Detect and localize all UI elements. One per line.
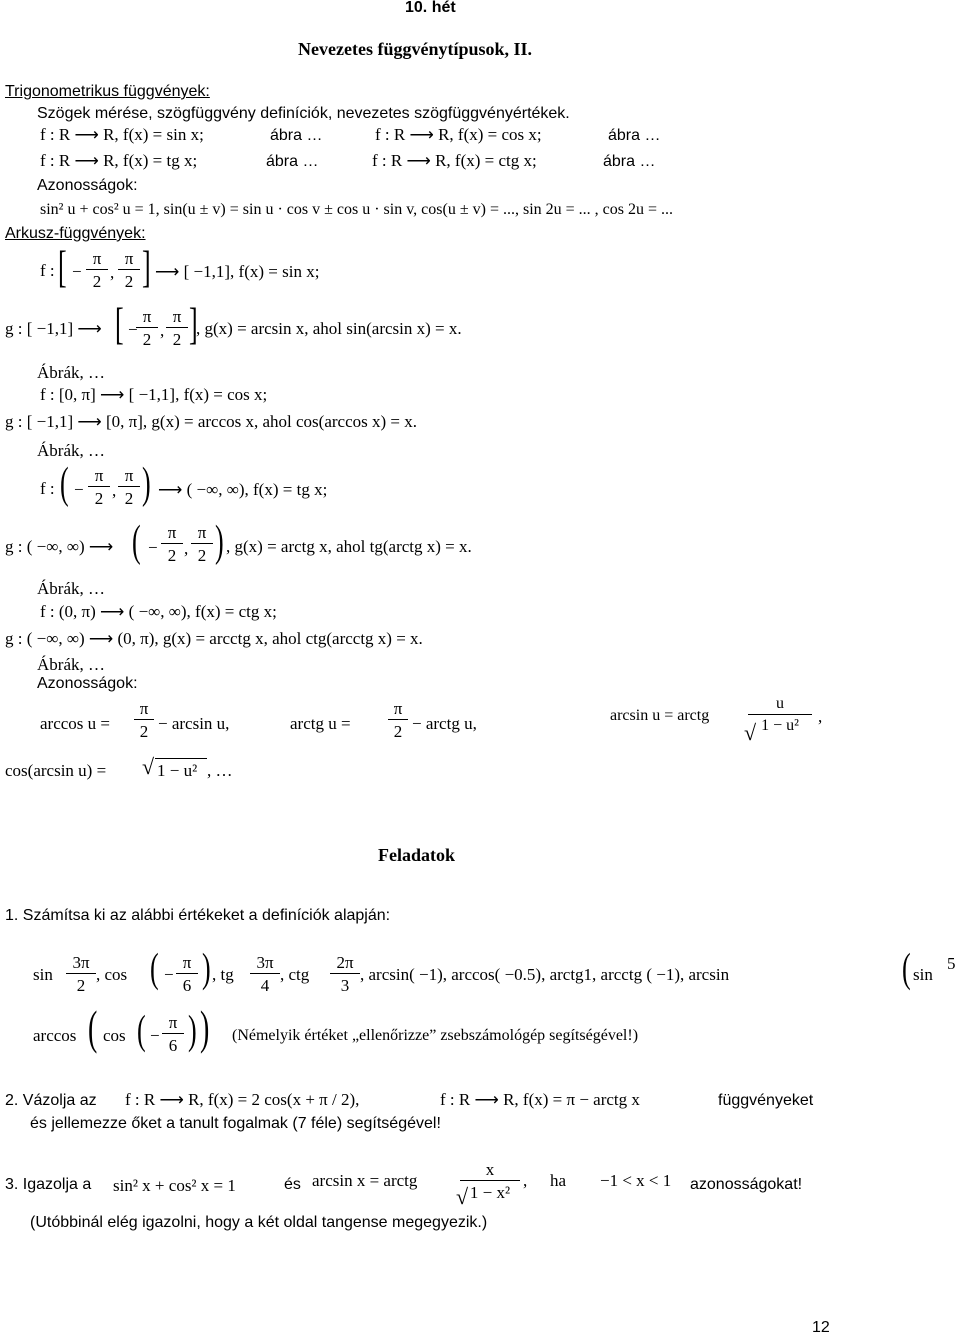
tg-abra: ábra … <box>266 153 319 170</box>
t1-rest: , arcsin( −1), arccos( −0.5), arctg1, arcctg ( −1), arcsin <box>360 965 730 984</box>
t1-ctg: , ctg <box>280 965 310 984</box>
arcsin-f-suffix: ⟶ [ −1,1], f(x) = sin x; <box>155 262 320 281</box>
right-bracket: ] <box>189 299 198 349</box>
sqrt-icon: √ <box>744 720 757 745</box>
right-paren: ) <box>188 1006 197 1054</box>
task3-es: és <box>284 1176 301 1193</box>
fraction-3pi-over-2: $\frac{3\pi}{2}$ <box>66 954 96 994</box>
arccos-g: g : [ −1,1] ⟶ [0, π], g(x) = arccos x, ahol cos(arccos x) = x. <box>5 412 417 431</box>
fraction-pi-over-6: $\frac{\pi}{6}$ <box>162 1014 184 1054</box>
t1-tg: , tg <box>212 965 234 984</box>
page-number: 12 <box>812 1319 830 1336</box>
task2-label: 2. Vázolja az <box>5 1092 97 1109</box>
fraction-pi-over-2: $\frac{\pi}{2}$ <box>388 700 408 740</box>
identity-arcctg-right: − arctg u, <box>412 714 477 733</box>
fraction-x-over-root: $\frac{x}{\text{1 − x²}}$ <box>460 1161 520 1201</box>
fraction-u-over-root: $\frac{u}{\text{1 − u²}}$ <box>748 696 812 734</box>
task1-label: 1. Számítsa ki az alábbi értékeket a definíciók alapján: <box>5 907 391 924</box>
left-paren: ( <box>88 1002 98 1056</box>
arccos-f: f : [0, π] ⟶ [ −1,1], f(x) = cos x; <box>40 385 268 404</box>
left-paren: ( <box>902 944 911 992</box>
minus-sign: − <box>164 965 174 984</box>
minus-sign: − <box>72 262 82 281</box>
arkusz-identities-label: Azonosságok: <box>37 675 138 692</box>
arcctg-f: f : (0, π) ⟶ ( −∞, ∞), f(x) = ctg x; <box>40 602 277 621</box>
left-paren: ( <box>137 1006 146 1054</box>
abrak-label: Ábrák, … <box>37 655 105 674</box>
trig-heading: Trigonometrikus függvények: <box>5 83 210 100</box>
sqrt-icon: √ <box>142 754 155 779</box>
identity-arcsin-arctg-left: arcsin u = arctg <box>610 707 710 724</box>
identity-cos-arcsin-radicand: 1 − u² <box>157 761 198 780</box>
right-paren: ) <box>200 1002 210 1056</box>
left-paren: ( <box>60 458 69 508</box>
t1-cos-inner: cos <box>103 1026 126 1045</box>
comma: , <box>110 263 115 282</box>
left-bracket: [ <box>58 242 67 292</box>
t1-five-clipped: 5 <box>947 954 956 973</box>
page-title: Nevezetes függvénytípusok, II. <box>298 39 532 59</box>
tg-def: f : R ⟶ R, f(x) = tg x; <box>40 151 198 170</box>
left-bracket: [ <box>115 299 124 349</box>
week-label: 10. hét <box>405 0 456 16</box>
trig-identities-line: sin² u + cos² u = 1, sin(u ± v) = sin u · cos v ± cos u · sin v, cos(u ± v) = ..., sin 2u = ... , cos 2u = ... <box>40 201 674 218</box>
minus-sign: − <box>74 480 84 499</box>
right-paren: ) <box>142 458 151 508</box>
fraction-2pi-over-3: $\frac{2\pi}{3}$ <box>330 954 360 994</box>
sqrt-icon: √ <box>456 1184 469 1209</box>
fraction-pi-over-2: $\frac{\pi}{2}$ <box>88 467 110 507</box>
arctg-f-suffix: ⟶ ( −∞, ∞), f(x) = tg x; <box>158 480 328 499</box>
sin-abra: ábra … <box>270 127 323 144</box>
t1-arccos: arccos <box>33 1026 77 1045</box>
arctg-g-suffix: , g(x) = arctg x, ahol tg(arctg x) = x. <box>226 537 472 556</box>
task3-identity-1: sin² x + cos² x = 1 <box>113 1176 236 1195</box>
arcsin-g-prefix: g : [ −1,1] ⟶ <box>5 319 102 338</box>
ctg-abra: ábra … <box>603 153 656 170</box>
arcsin-g-suffix: , g(x) = arcsin x, ahol sin(arcsin x) = x. <box>196 319 462 338</box>
ctg-def: f : R ⟶ R, f(x) = ctg x; <box>372 151 537 170</box>
fraction-pi-over-2: $\frac{\pi}{2}$ <box>136 308 158 348</box>
abrak-label: Ábrák, … <box>37 363 105 382</box>
task2-function-1: f : R ⟶ R, f(x) = 2 cos(x + π / 2), <box>125 1090 360 1109</box>
identity-cos-arcsin-left: cos(arcsin u) = <box>5 761 107 780</box>
fraction-pi-over-2: $\frac{\pi}{2}$ <box>134 700 154 740</box>
left-paren: ( <box>150 944 159 992</box>
identity-arcctg-left: arctg u = <box>290 714 351 733</box>
task3-identity-2-left: arcsin x = arctg <box>312 1171 418 1190</box>
fraction-pi-over-2: $\frac{\pi}{2}$ <box>191 524 213 564</box>
identity-arccos-right: − arcsin u, <box>158 714 230 733</box>
arctg-f-prefix: f : <box>40 479 55 498</box>
t1-sin-inner: sin <box>913 965 933 984</box>
task2-tail: függvényeket <box>718 1092 814 1109</box>
minus-sign: − <box>128 320 138 339</box>
identity-arccos-left: arccos u = <box>40 714 111 733</box>
cos-def: f : R ⟶ R, f(x) = cos x; <box>375 125 542 144</box>
cos-abra: ábra … <box>608 127 661 144</box>
arctg-g-prefix: g : ( −∞, ∞) ⟶ <box>5 537 114 556</box>
task3-condition: −1 < x < 1 <box>600 1171 672 1190</box>
task2-function-2: f : R ⟶ R, f(x) = π − arctg x <box>440 1090 640 1109</box>
trig-identities-label: Azonosságok: <box>37 177 138 194</box>
fraction-pi-over-2: $\frac{\pi}{2}$ <box>118 467 140 507</box>
task3-ha: ha <box>550 1171 567 1190</box>
left-paren: ( <box>132 516 141 566</box>
abrak-label: Ábrák, … <box>37 441 105 460</box>
trig-intro: Szögek mérése, szögfüggvény definíciók, nevezetes szögfüggvényértékek. <box>37 105 570 122</box>
t1-sin: sin <box>33 965 53 984</box>
right-paren: ) <box>202 944 211 992</box>
task2-line2: és jellemezze őket a tanult fogalmak (7 féle) segítségével! <box>30 1115 441 1132</box>
fraction-pi-over-2: $\frac{\pi}{2}$ <box>86 250 108 290</box>
identity-cos-arcsin-right: , … <box>207 761 233 780</box>
arkusz-heading: Arkusz-függvények: <box>5 225 146 242</box>
minus-sign: − <box>148 538 158 557</box>
t1-cos: , cos <box>96 965 128 984</box>
comma: , <box>523 1171 528 1190</box>
comma: , <box>112 481 117 500</box>
right-paren: ) <box>215 516 224 566</box>
exercises-heading: Feladatok <box>378 845 456 865</box>
arcctg-g: g : ( −∞, ∞) ⟶ (0, π), g(x) = arcctg x, ahol ctg(arcctg x) = x. <box>5 629 423 648</box>
task3-line2: (Utóbbinál elég igazolni, hogy a két oldal tangense megegyezik.) <box>30 1214 488 1231</box>
task3-tail: azonosságokat! <box>690 1176 803 1193</box>
comma: , <box>184 539 189 558</box>
comma: , <box>818 707 823 726</box>
fraction-pi-over-2: $\frac{\pi}{2}$ <box>161 524 183 564</box>
minus-sign: − <box>150 1026 160 1045</box>
right-bracket: ] <box>142 242 151 292</box>
arcsin-f-prefix: f : <box>40 261 55 280</box>
abrak-label: Ábrák, … <box>37 579 105 598</box>
t1-note: (Némelyik értéket „ellenőrizze” zsebszámológép segítségével!) <box>232 1027 639 1044</box>
task3-label: 3. Igazolja a <box>5 1176 92 1193</box>
comma: , <box>160 321 165 340</box>
sin-def: f : R ⟶ R, f(x) = sin x; <box>40 125 204 144</box>
fraction-3pi-over-4: $\frac{3\pi}{4}$ <box>250 954 280 994</box>
fraction-pi-over-2: $\frac{\pi}{2}$ <box>166 308 188 348</box>
fraction-pi-over-6: $\frac{\pi}{6}$ <box>176 954 198 994</box>
sqrt-bar <box>155 758 207 759</box>
fraction-pi-over-2: $\frac{\pi}{2}$ <box>118 250 140 290</box>
